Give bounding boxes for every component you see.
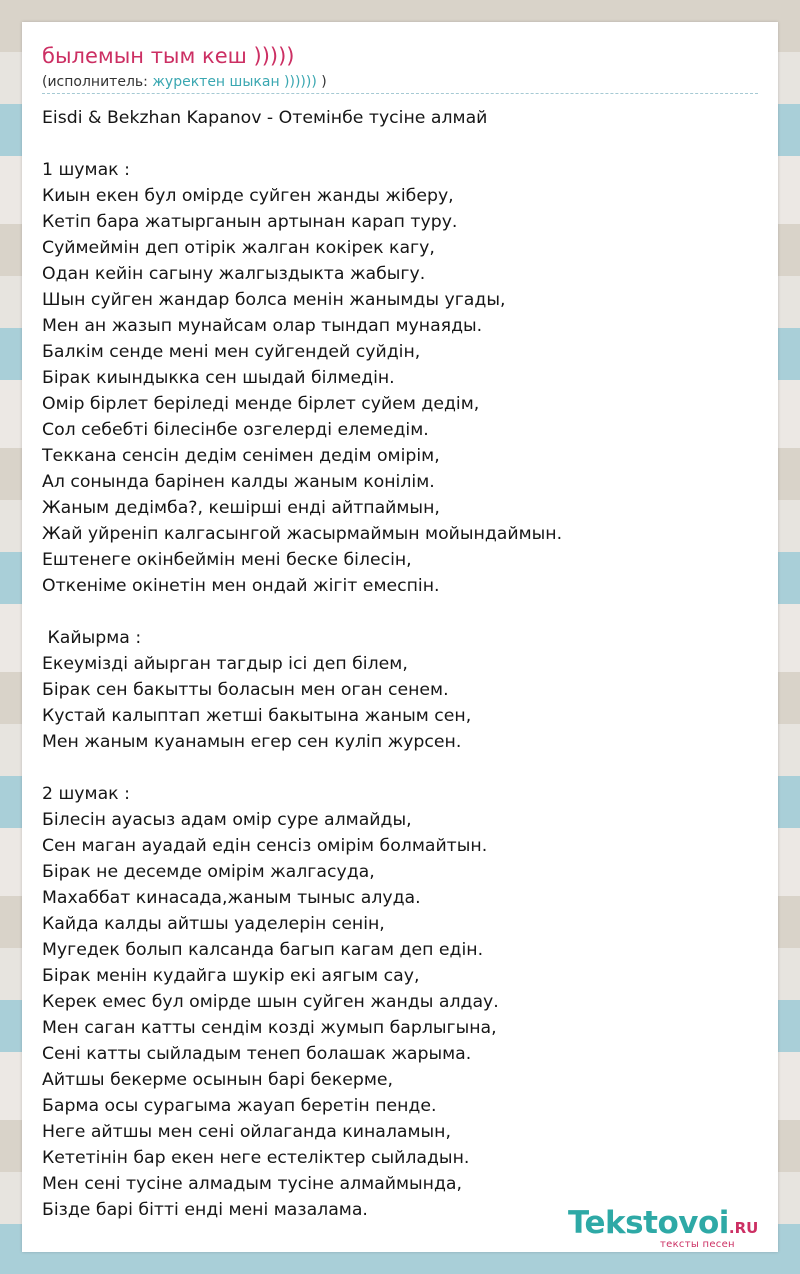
lyrics-blank-line [42, 755, 562, 781]
lyrics-line: Екеумiздi айырган тагдыр iсi деп бiлем, [42, 654, 408, 674]
lyrics-line: Кустай калыптап жетшi бакытына жаным сен, [42, 706, 472, 726]
logo-main-text: Tekstovoi [568, 1205, 729, 1241]
logo-tagline: тексты песен [660, 1239, 735, 1250]
lyrics-line: Мен саган катты сендiм козді жумып барлыгына, [42, 1018, 497, 1038]
lyrics-line: Сол себебтi бiлесiнбе озгелердi елемедiм. [42, 420, 429, 440]
lyrics-line: Теккана сенсiн дедiм сенiмен дедiм омiрiм, [42, 446, 440, 466]
lyrics-line: Омiр бiрлет берiледi менде бiрлет суйем дедiм, [42, 394, 480, 414]
performer-suffix: ) [316, 74, 327, 90]
lyrics-line: Бiзде барi бiттi ендi менi мазалама. [42, 1200, 368, 1220]
logo-tld: .RU [728, 1219, 759, 1237]
lyrics-line: Бiрак менiн кудайга шукiр екi аягым сау, [42, 966, 420, 986]
lyrics-line: Eisdi & Bekzhan Kapanov - Отемiнбе тусiне алмай [42, 108, 488, 128]
lyrics-line: Жай уйренiп калгасынгой жасырмаймын мойындаймын. [42, 524, 563, 544]
lyrics-line: Бiрак киындыкка сен шыдай бiлмедiн. [42, 368, 395, 388]
lyrics-blank-line [42, 131, 562, 157]
lyrics-line: Ештенеге окiнбеймiн менi беске бiлесiн, [42, 550, 412, 570]
lyrics-line: Сен маган ауадай едiн сенсiз омiрiм болмайтын. [42, 836, 488, 856]
lyrics-line: Барма осы сурагыма жауап беретiн пенде. [42, 1096, 437, 1116]
lyrics-line: Махаббат кинасада,жаным тыныс алуда. [42, 888, 421, 908]
song-title: былемын тым кеш ))))) [42, 44, 295, 68]
lyrics-text [42, 105, 562, 1223]
lyrics-line: Балкiм сенде менi мен суйгендей суйдiн, [42, 342, 421, 362]
lyrics-line: Киын екен бул омiрде суйген жанды жiберу, [42, 186, 454, 206]
lyrics-line: Кетiп бара жатырганын артынан карап туру. [42, 212, 458, 232]
lyrics-line: Суймеймiн деп отiрiк жалган кокiрек кагу, [42, 238, 435, 258]
lyrics-line: Кайда калды айтшы уаделерiн сенiн, [42, 914, 385, 934]
lyrics-line: Мугедек болып калсанда багып кагам деп едiн. [42, 940, 484, 960]
performer-line [42, 73, 327, 91]
lyrics-blank-line [42, 599, 562, 625]
lyrics-line: Бiрак сен бакытты боласын мен оган сенем. [42, 680, 449, 700]
lyrics-line: Бiлесiн ауасыз адам омiр суре алмайды, [42, 810, 412, 830]
lyrics-line: Айтшы бекерме осынын барi бекерме, [42, 1070, 394, 1090]
lyrics-line: Одан кейiн сагыну жалгыздыкта жабыгу. [42, 264, 426, 284]
performer-link[interactable]: журектен шыкан )))))) [152, 74, 317, 90]
performer-prefix: (исполнитель: [42, 74, 153, 90]
title-divider [42, 93, 758, 94]
lyrics-line: Мен ан жазып мунайсам олар тындап мунаяды. [42, 316, 483, 336]
lyrics-line: 2 шумак : [42, 784, 130, 804]
lyrics-line: Мен жаным куанамын егер сен кулiп журсен. [42, 732, 462, 752]
lyrics-line: Ал сонында барiнен калды жаным конiлiм. [42, 472, 435, 492]
lyrics-line: Керек емес бул омiрде шын суйген жанды алдау. [42, 992, 499, 1012]
lyrics-line: Кететiнiн бар екен неге естелiктер сыйладын. [42, 1148, 470, 1168]
lyrics-line: Бiрак не десемде омiрiм жалгасуда, [42, 862, 375, 882]
site-logo[interactable] [568, 1205, 773, 1253]
lyrics-line: Мен сенi тусiне алмадым тусiне алмаймында, [42, 1174, 462, 1194]
lyrics-line: Неге айтшы мен сенi ойлаганда киналамын, [42, 1122, 451, 1142]
lyrics-line: Кайырма : [42, 628, 142, 648]
lyrics-line: Жаным дедiмба?, кешiршi ендi айтпаймын, [42, 498, 440, 518]
lyrics-card [22, 22, 778, 1252]
lyrics-line: Откенiме окiнетiн мен ондай жiгiт емеспiн. [42, 576, 440, 596]
lyrics-line: Шын суйген жандар болса менiн жанымды угады, [42, 290, 506, 310]
lyrics-line: 1 шумак : [42, 160, 130, 180]
lyrics-line: Сенi катты сыйладым тенеп болашак жарыма. [42, 1044, 472, 1064]
